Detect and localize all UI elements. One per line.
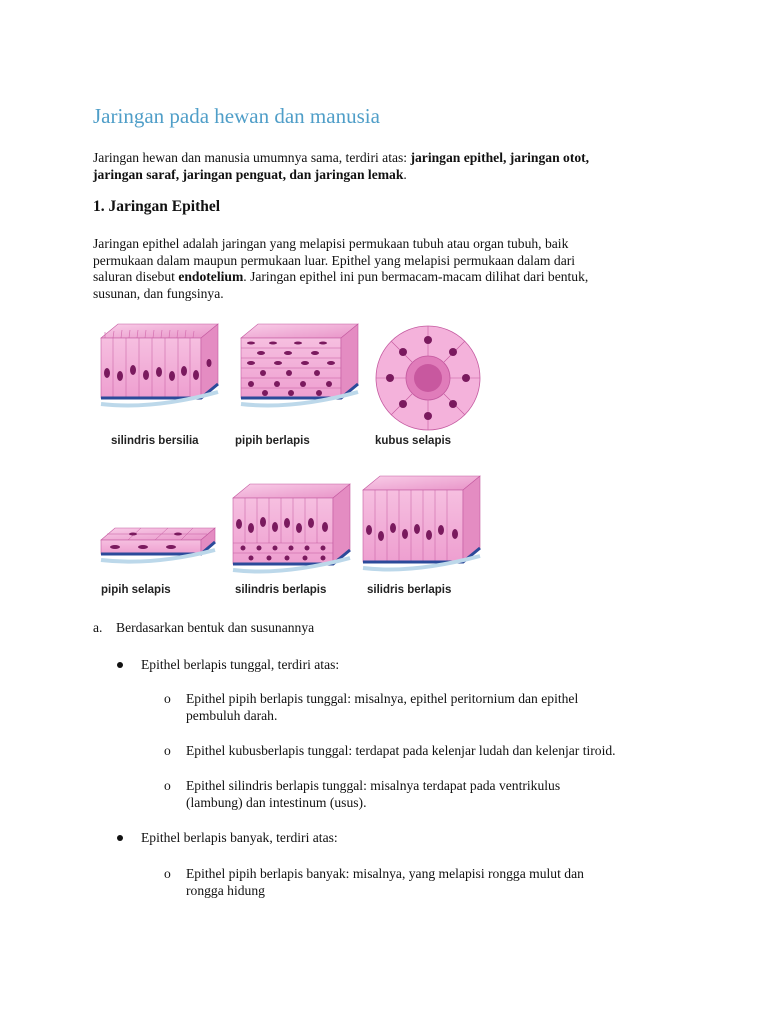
intro-paragraph (93, 150, 683, 183)
sub-text (186, 690, 696, 724)
sub-text-line-1: Epithel silindris berlapis tunggal: misalnya terdapat pada ventrikulus (186, 778, 561, 793)
bullet-dot-icon (117, 835, 123, 841)
page-title: Jaringan pada hewan dan manusia (93, 104, 380, 128)
bullet-text-2: Epithel berlapis banyak, terdiri atas: (141, 830, 338, 845)
pipih-selapis-block (101, 528, 215, 562)
label-kubus-selapis: kubus selapis (375, 435, 452, 447)
sub-text-line-2: (lambung) dan intestinum (usus). (186, 795, 367, 810)
bullet-text-1: Epithel berlapis tunggal, terdiri atas: (141, 657, 340, 672)
epithelium-figure (93, 318, 488, 608)
sub-text (186, 777, 696, 811)
endotelium-term: endotelium (178, 269, 244, 284)
kubus-selapis-ring (376, 326, 480, 430)
section-line-2: permukaan dalam maupun permukaan luar. Epithel yang melapisi permukaan dalam dari (93, 252, 576, 268)
sub-text-line-1: Epithel pipih berlapis banyak: misalnya, yang melapisi rongga mulut dan (186, 866, 584, 881)
sub-text (186, 742, 696, 759)
label-pipih-selapis: pipih selapis (101, 584, 171, 596)
label-pipih-berlapis: pipih berlapis (235, 435, 310, 447)
pipih-berlapis-block (241, 324, 358, 406)
epithelium-illustration (93, 318, 488, 608)
silindris-berlapis-block (233, 484, 350, 572)
section-heading: 1. Jaringan Epithel (93, 198, 221, 215)
section-paragraph (93, 236, 683, 302)
section-line-1: Jaringan epithel adalah jaringan yang melapisi permukaan tubuh atau organ tubuh, baik (93, 236, 569, 251)
list-marker-a: a. (93, 620, 103, 635)
bullet-dot-icon (117, 662, 123, 668)
sub-text-line-1: Epithel kubusberlapis tunggal: terdapat pada kelenjar ludah dan kelenjar tiroid. (186, 743, 616, 758)
intro-text: Jaringan hewan dan manusia umumnya sama, terdiri atas: (93, 150, 411, 165)
sub-text (186, 865, 696, 899)
label-silindris-bersilia: silindris bersilia (111, 435, 199, 447)
sub-text-line-2: rongga hidung (186, 883, 265, 898)
silidris-berlapis-block (363, 476, 480, 570)
intro-end: . (403, 166, 407, 182)
section-line-4: susunan, dan fungsinya. (93, 285, 224, 301)
label-silindris-berlapis: silindris berlapis (235, 584, 327, 596)
label-silidris-berlapis: silidris berlapis (367, 584, 452, 596)
sub-marker: o (164, 778, 171, 793)
sub-marker: o (164, 743, 171, 758)
silindris-bersilia-block (101, 324, 218, 406)
section-line-3b: . Jaringan epithel ini pun bermacam-macam dilihat dari bentuk, (243, 269, 589, 284)
sub-marker: o (164, 691, 171, 706)
sub-text-line-1: Epithel pipih berlapis tunggal: misalnya, epithel peritornium dan epithel (186, 691, 579, 706)
list-text-a: Berdasarkan bentuk dan susunannya (116, 620, 315, 635)
intro-bold-2: jaringan saraf, jaringan penguat, dan jaringan lemak (93, 166, 404, 182)
intro-bold-1: jaringan epithel, jaringan otot, (410, 150, 590, 165)
sub-marker: o (164, 866, 171, 881)
sub-text-line-2: pembuluh darah. (186, 708, 278, 723)
section-line-3a: saluran disebut (93, 269, 179, 284)
